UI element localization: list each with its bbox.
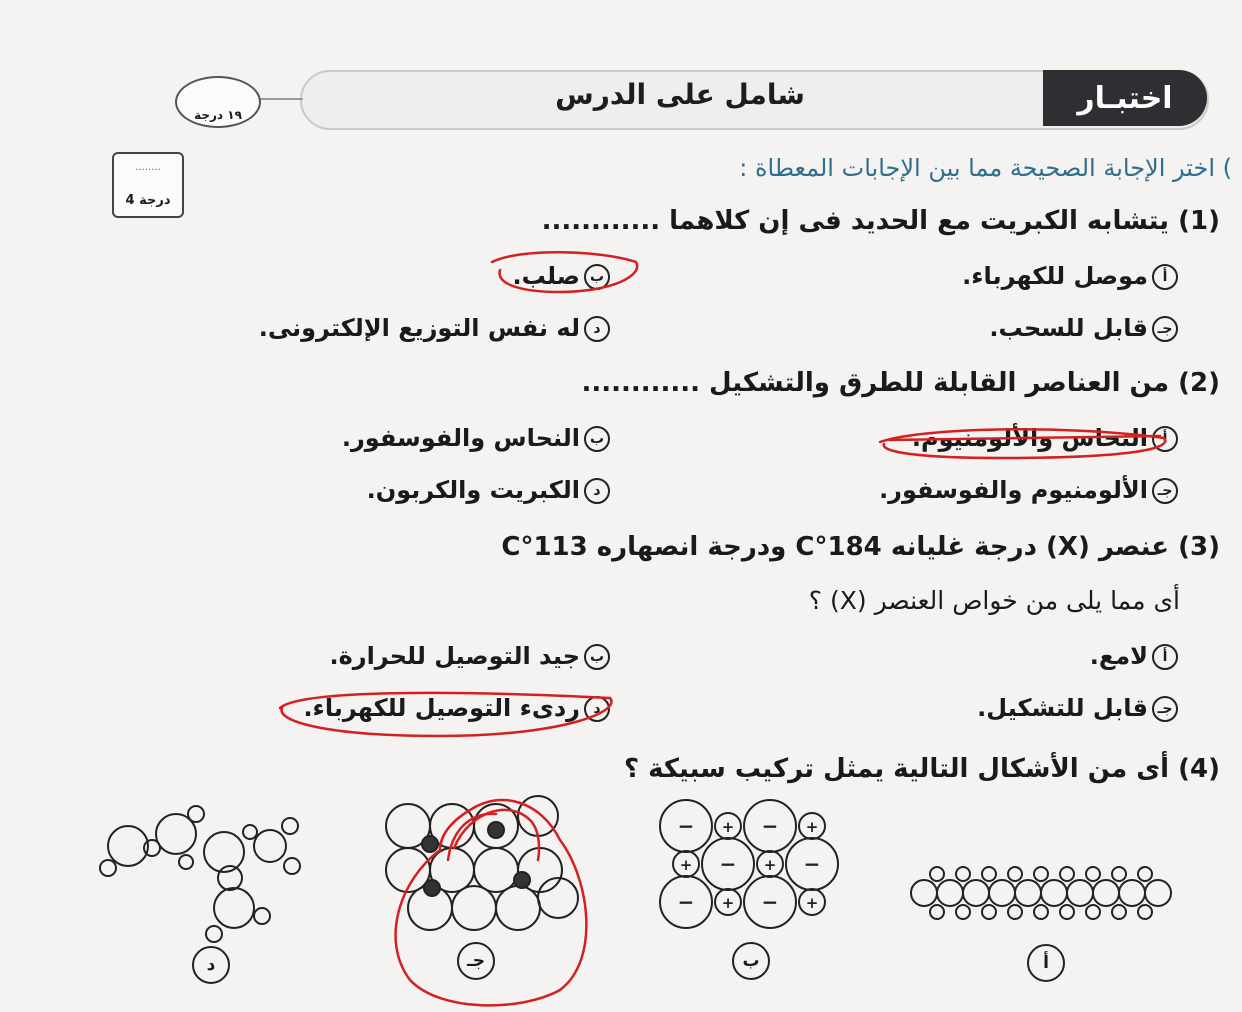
- svg-text:−: −: [803, 852, 821, 876]
- option-text: له نفس التوزيع الإلكترونى.: [258, 314, 580, 342]
- svg-text:+: +: [805, 894, 819, 912]
- question-number: (3): [1178, 532, 1220, 562]
- figure-c-alloy[interactable]: [386, 796, 578, 930]
- q3-option-b[interactable]: [329, 642, 610, 670]
- header-tag: اختبـار: [1077, 80, 1173, 116]
- figure-b-label: ب: [732, 942, 770, 980]
- q1-option-c[interactable]: [989, 314, 1178, 342]
- question-3-subtext: أى مما يلى من خواص العنصر (X) ؟: [808, 586, 1180, 615]
- q2-option-c[interactable]: [879, 476, 1178, 504]
- question-text: من العناصر القابلة للطرق والتشكيل ............: [581, 368, 1170, 398]
- option-letter: جـ: [1152, 696, 1178, 722]
- q1-option-a[interactable]: [962, 262, 1178, 290]
- question-text: يتشابه الكبريت مع الحديد فى إن كلاهما ............: [541, 206, 1170, 236]
- svg-text:−: −: [719, 852, 737, 876]
- option-letter: أ: [1152, 264, 1178, 290]
- option-text: قابل للتشكيل.: [977, 694, 1148, 722]
- option-letter: ب: [584, 264, 610, 290]
- total-score-badge: ١٩ درجة: [175, 76, 261, 128]
- option-letter: د: [584, 316, 610, 342]
- question-1: [542, 206, 1220, 236]
- option-letter: أ: [1152, 644, 1178, 670]
- question-number: (4): [1178, 754, 1220, 784]
- svg-text:−: −: [761, 890, 779, 914]
- q2-option-a[interactable]: [912, 424, 1178, 452]
- score-dots: ........: [135, 162, 161, 173]
- q3-option-d[interactable]: [303, 694, 610, 722]
- header-connector: [255, 98, 303, 100]
- option-letter: جـ: [1152, 316, 1178, 342]
- score-label: 4 درجة: [125, 193, 171, 208]
- svg-text:+: +: [721, 818, 735, 836]
- svg-text:−: −: [761, 814, 779, 838]
- option-letter: جـ: [1152, 478, 1178, 504]
- option-text: النحاس والفوسفور.: [341, 424, 580, 452]
- option-text: لامع.: [1089, 642, 1148, 670]
- option-letter: ب: [584, 644, 610, 670]
- svg-text:−: −: [677, 814, 695, 838]
- figure-a-label: أ: [1027, 944, 1065, 982]
- question-2: [581, 368, 1220, 398]
- option-letter: د: [584, 478, 610, 504]
- figure-a-pure-metal[interactable]: [911, 867, 1171, 919]
- question-3: [501, 532, 1220, 562]
- option-text: قابل للسحب.: [989, 314, 1148, 342]
- question-number: (1): [1178, 206, 1220, 236]
- option-text: الكبريت والكربون.: [366, 476, 580, 504]
- question-number: (2): [1178, 368, 1220, 398]
- option-text: ردىء التوصيل للكهرباء.: [303, 694, 580, 722]
- svg-text:+: +: [721, 894, 735, 912]
- option-letter: ب: [584, 426, 610, 452]
- figure-c-label: جـ: [457, 942, 495, 980]
- svg-text:+: +: [763, 856, 777, 874]
- question-text: أى من الأشكال التالية يمثل تركيب سبيكة ؟: [624, 754, 1170, 784]
- section-instruction: ) اختر الإجابة الصحيحة مما بين الإجابات المعطاة :: [739, 154, 1232, 182]
- figure-d-molecule[interactable]: [100, 806, 300, 942]
- section-score-box: [112, 152, 184, 218]
- question-4: [624, 754, 1220, 784]
- q1-option-d[interactable]: [259, 314, 610, 342]
- option-text: النحاس والألومنيوم.: [911, 424, 1148, 452]
- question-text: عنصر (X) درجة غليانه 184°C ودرجة انصهاره 113°C: [501, 532, 1170, 562]
- option-text: جيد التوصيل للحرارة.: [329, 642, 580, 670]
- q2-option-b[interactable]: [342, 424, 610, 452]
- svg-text:−: −: [677, 890, 695, 914]
- option-letter: أ: [1152, 426, 1178, 452]
- figure-d-label: د: [192, 946, 230, 984]
- option-text: الألومنيوم والفوسفور.: [879, 476, 1148, 504]
- option-text: صلب.: [512, 262, 580, 290]
- option-letter: د: [584, 696, 610, 722]
- svg-text:+: +: [679, 856, 693, 874]
- q1-option-b[interactable]: [512, 262, 610, 290]
- q3-option-c[interactable]: [977, 694, 1178, 722]
- svg-text:+: +: [805, 818, 819, 836]
- q3-option-a[interactable]: [1090, 642, 1178, 670]
- q2-option-d[interactable]: [367, 476, 610, 504]
- header-title: شامل على الدرس: [555, 78, 805, 111]
- option-text: موصل للكهرباء.: [962, 262, 1148, 290]
